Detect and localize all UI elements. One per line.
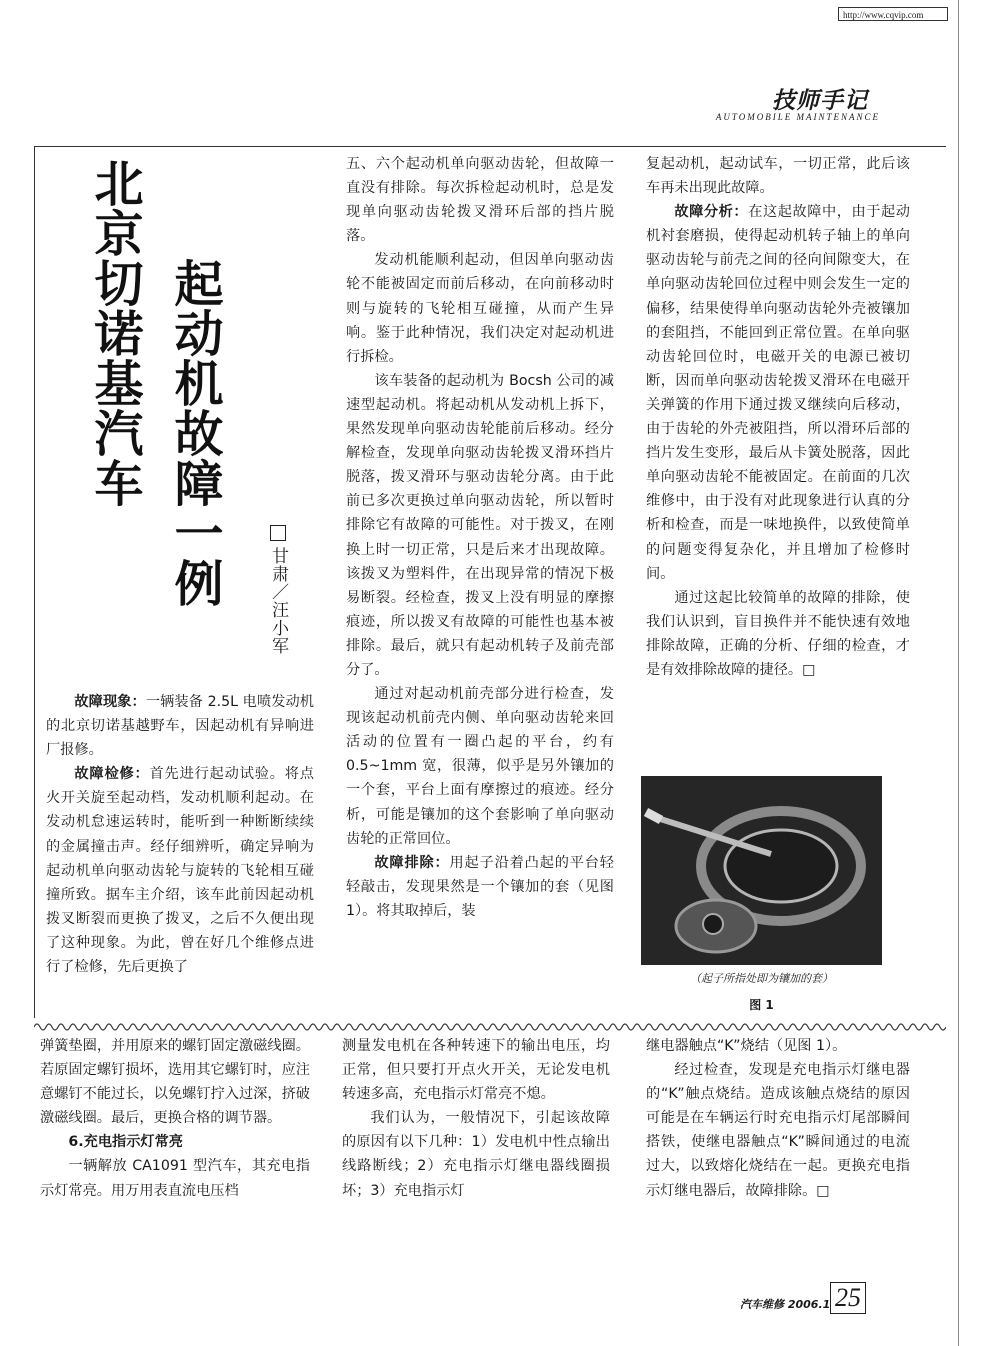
starter-housing-photo bbox=[641, 776, 882, 965]
article2-column2 bbox=[342, 1034, 610, 1203]
paragraph-text: 首先进行起动试验。将点火开关旋至起动档，发动机顺利起动。在发动机怠速运转时，能听到一种断断续续的金属撞击声。经仔细辨听，确定异响为起动机单向驱动齿轮与旋转的飞轮相互碰撞所致。据车主介绍，该车此前因起动机拨叉断裂而更换了拨叉，之后不久便出现了这种现象。为此，曾在好几个维修点进行了检修，先后更换了 bbox=[46, 766, 314, 976]
source-url[interactable]: http://www.cqvip.com bbox=[838, 7, 948, 21]
paragraph bbox=[40, 1130, 310, 1154]
paragraph-text: 通过这起比较简单的故障的排除，使我们认识到，盲目换件并不能快速有效地排除故障，正确的分析、仔细的检查，才是有效排除故障的捷径。□ bbox=[646, 589, 910, 678]
paragraph bbox=[46, 762, 314, 979]
paragraph bbox=[40, 1154, 310, 1202]
paragraph bbox=[40, 1034, 310, 1130]
section-divider bbox=[34, 1020, 946, 1034]
paragraph bbox=[342, 1034, 610, 1106]
paragraph-text: 复起动机，起动试车，一切正常，此后该车再未出现此故障。 bbox=[646, 156, 910, 197]
paragraph-label: 故障检修： bbox=[74, 766, 150, 783]
paragraph bbox=[646, 586, 910, 682]
paragraph bbox=[342, 1106, 610, 1202]
paragraph bbox=[346, 152, 614, 248]
paragraph-label: 故障现象： bbox=[74, 694, 146, 710]
article-title-line1: 北京切诺基汽车 bbox=[87, 158, 145, 508]
article1-column3 bbox=[646, 152, 910, 682]
column-name: 技师手记 bbox=[772, 87, 868, 114]
figure-photo bbox=[641, 776, 882, 965]
paragraph-text: 测量发电机在各种转速下的输出电压，均正常，但只要打开点火开关，无论发电机转速多高，充电指示灯常亮不熄。 bbox=[342, 1038, 610, 1103]
paragraph-label: 故障排除： bbox=[374, 854, 450, 871]
column-name-en: AUTOMOBILE MAINTENANCE bbox=[715, 112, 880, 122]
paragraph-label: 6.充电指示灯常亮 bbox=[68, 1134, 183, 1151]
article1-column1 bbox=[46, 690, 314, 979]
paragraph-text: 一辆解放 CA1091 型汽车，其充电指示灯常亮。用万用表直流电压档 bbox=[40, 1158, 310, 1199]
paragraph-text: 一辆装备 2.5L 电喷发动机的北京切诺基越野车，因起动机有异响进厂报修。 bbox=[46, 694, 314, 759]
page-edge-line bbox=[958, 0, 959, 1346]
author-box-icon bbox=[270, 525, 286, 541]
paragraph bbox=[346, 248, 614, 368]
figure-label: 图 1 bbox=[749, 998, 774, 1012]
article-title-line2: 起动机故障一例 bbox=[167, 258, 225, 608]
paragraph bbox=[646, 1034, 910, 1058]
paragraph-text: 经过检查，发现是充电指示灯继电器的“K”触点烧结。造成该触点烧结的原因可能是在车辆运行时充电指示灯尾部瞬间搭铁，使继电器触点“K”瞬间通过的电流过大，以致熔化烧结在一起。更换充电指示灯继电器后，故障排除。□ bbox=[646, 1062, 910, 1199]
paragraph-text: 发动机能顺利起动，但因单向驱动齿轮不能被固定而前后移动，在向前移动时则与旋转的飞轮相互碰撞，从而产生异响。鉴于此种情况，我们决定对起动机进行拆检。 bbox=[346, 252, 614, 365]
article2-column3 bbox=[646, 1034, 910, 1203]
paragraph-text: 弹簧垫圈，并用原来的螺钉固定激磁线圈。若原固定螺钉损坏，选用其它螺钉时，应注意螺钉不能过长，以免螺钉拧入过深，挤破激磁线圈。最后，更换合格的调节器。 bbox=[40, 1038, 310, 1127]
paragraph-text: 五、六个起动机单向驱动齿轮，但故障一直没有排除。每次拆检起动机时，总是发现单向驱动齿轮拨叉滑环后部的挡片脱落。 bbox=[346, 156, 614, 245]
figure-caption: （起子所指处即为镶加的套） bbox=[690, 972, 833, 985]
paragraph-text: 该车装备的起动机为 Bocsh 公司的减速型起动机。将起动机从发动机上拆下，果然发现单向驱动齿轮能前后移动。经分解检查，发现单向驱动齿轮拨叉滑环挡片脱落，拨叉滑环与驱动齿轮分离。由于此前已多次更换过单向驱动齿轮，所以暂时排除它有故障的可能性。对于拨叉，在刚换上时一切正常，只是后来才出现故障。该拨叉为塑料件，在出现异常的情况下极易断裂。经检查，拨叉上没有明显的摩擦痕迹，所以拨叉有故障的可能性也基本被排除。最后，就只有起动机转子及前壳部分了。 bbox=[346, 372, 614, 678]
paragraph bbox=[346, 851, 614, 923]
page-number: 25 bbox=[830, 1282, 866, 1314]
paragraph-text: 通过对起动机前壳部分进行检查，发现该起动机前壳内侧、单向驱动齿轮来回活动的位置有一圈凸起的平台，约有 0.5~1mm 宽，很薄，似乎是另外镶加的一个套，平台上面有摩擦过的痕迹。经分析，可能是镶加的这个套影响了单向驱动齿轮的正常回位。 bbox=[346, 686, 614, 847]
author bbox=[266, 525, 291, 655]
paragraph-label: 故障分析： bbox=[674, 204, 749, 221]
paragraph bbox=[46, 690, 314, 762]
paragraph bbox=[346, 682, 614, 851]
article1-column2 bbox=[346, 152, 614, 923]
paragraph bbox=[646, 152, 910, 200]
paragraph bbox=[646, 200, 910, 586]
paragraph bbox=[646, 1058, 910, 1203]
paragraph-text: 继电器触点“K”烧结（见图 1）。 bbox=[646, 1038, 847, 1054]
paragraph-text: 我们认为，一般情况下，引起该故障的原因有以下几种：1）发电机中性点输出线路断线；2）充电指示灯继电器线圈损坏；3）充电指示灯 bbox=[342, 1110, 610, 1199]
article2-column1 bbox=[40, 1034, 310, 1203]
paragraph bbox=[346, 369, 614, 682]
paragraph-text: 用起子沿着凸起的平台轻轻敲击，发现果然是一个镶加的套（见图 1）。将其取掉后，装 bbox=[346, 854, 614, 919]
magazine-issue: 汽车维修 2006.1 bbox=[740, 1298, 831, 1311]
author-name: 甘肃／汪小军 bbox=[268, 547, 288, 655]
paragraph-text: 在这起故障中，由于起动机衬套磨损，使得起动机转子轴上的单向驱动齿轮与前壳之间的径向间隙变大，在单向驱动齿轮回位过程中则会发生一定的偏移，结果使得单向驱动齿轮外壳被镶加的套阻挡，不能回到正常位置。在单向驱动齿轮回位时，电磁开关的电源已被切断，因而单向驱动齿轮拨叉滑环在电磁开关弹簧的作用下通过拨叉继续向后移动，由于齿轮的外壳被阻挡，所以滑环后部的挡片发生变形，最后从卡簧处脱落，因此单向驱动齿轮不能被固定。在前面的几次维修中，由于没有对此现象进行认真的分析和检查，而是一味地换件，以致使简单的问题变得复杂化，并且增加了检修时间。 bbox=[646, 204, 910, 582]
